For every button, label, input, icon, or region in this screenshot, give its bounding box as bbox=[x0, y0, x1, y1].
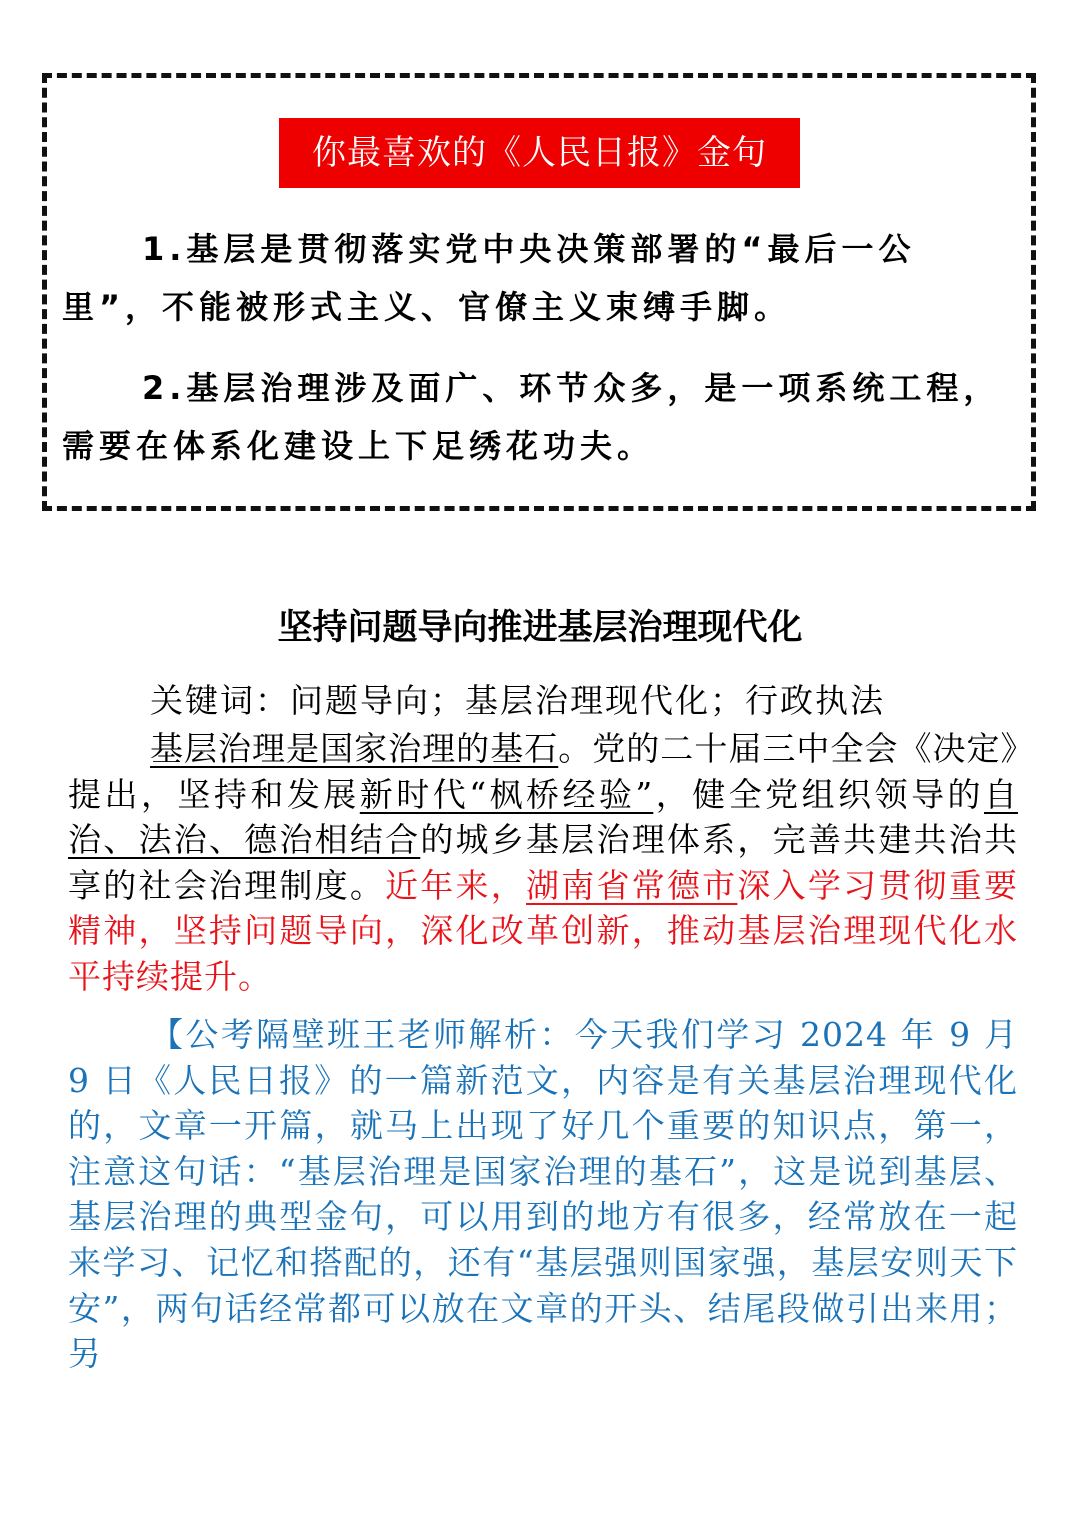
article-keywords: 关键词：问题导向；基层治理现代化；行政执法 bbox=[150, 681, 885, 720]
article-title: 坚持问题导向推进基层治理现代化 bbox=[277, 608, 803, 648]
highlight-underlined-phrase: 湖南省常德市 bbox=[526, 865, 738, 905]
underlined-phrase: 基层治理是国家治理的基石 bbox=[150, 729, 559, 768]
paragraph-text: 。党的二十届三中全会《决定》提出，坚持和发展 bbox=[68, 729, 1019, 814]
quote-box-title: 你最喜欢的《人民日报》金句 bbox=[279, 118, 800, 188]
teacher-analysis-paragraph: 【公考隔壁班王老师解析：今天我们学习 2024 年 9 月 9 日《人民日报》的一篇新范文，内容是有关基层治理现代化的，文章一开篇，就马上出现了好几个重要的知识点，第一，注意这句话：“基层治理是国家治理的基石”，这是说到基层、基层治理的典型金句，可以用到的地方有很多，经常放在一起来学习、记忆和搭配的，还有“基层强则国家强，基层安则天下安”，两句话经常都可以放在文章的开头、结尾段做引出来用；另 bbox=[68, 1015, 1018, 1374]
article-paragraph-1 bbox=[68, 726, 1018, 1000]
paragraph-text: ，健全党组织领导的 bbox=[653, 774, 985, 814]
underlined-phrase: 新时代“枫桥经验” bbox=[359, 774, 654, 814]
underlined-phrase: 自治、法治、德治相结合 bbox=[68, 774, 1019, 860]
highlight-text: 近年来， bbox=[385, 865, 527, 905]
quote-item-2: 2.基层治理涉及面广、环节众多，是一项系统工程，需要在体系化建设上下足绣花功夫。 bbox=[62, 369, 1001, 465]
paragraph-text: 的城乡基层治理体系，完善共建共治共享的社会治理制度。 bbox=[68, 820, 1019, 905]
highlight-text: 深入学习贯彻重要精神，坚持问题导向，深化改革创新，推动基层治理现代化水平持续提升。 bbox=[68, 865, 1019, 996]
quote-item-1: 1.基层是贯彻落实党中央决策部署的“最后一公里”，不能被形式主义、官僚主义束缚手脚。 bbox=[62, 230, 916, 326]
